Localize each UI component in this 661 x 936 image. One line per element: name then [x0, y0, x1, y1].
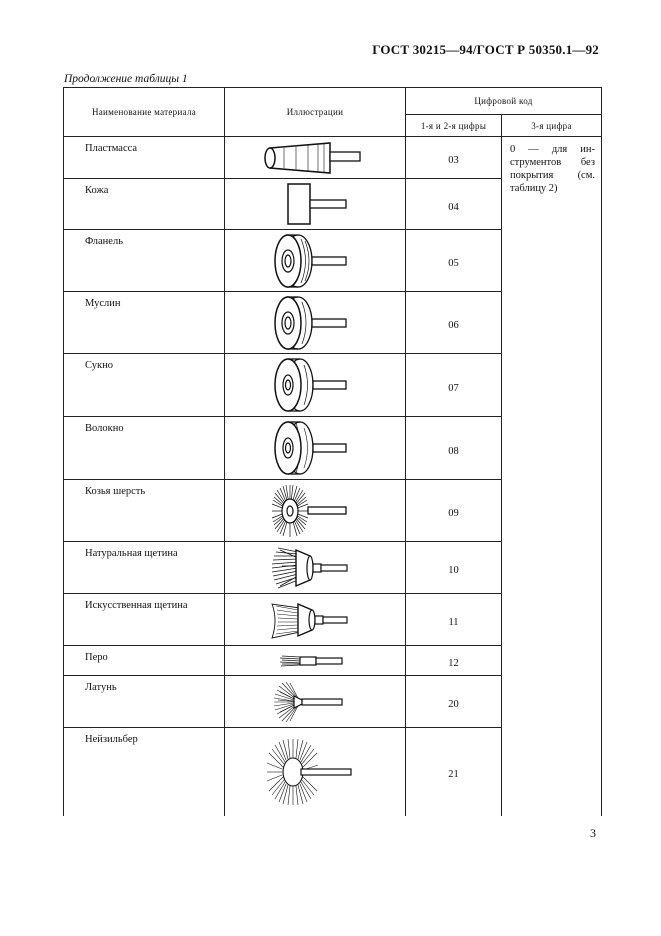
code-digits-1-2: 08 [406, 417, 502, 480]
nickel-silver-radial-brush-icon [265, 737, 365, 807]
brass-fan-brush-icon [270, 680, 360, 724]
material-name: Латунь [64, 676, 225, 728]
material-name: Фланель [64, 230, 225, 292]
code-digits-1-2: 12 [406, 646, 502, 676]
code-digits-1-2: 06 [406, 292, 502, 354]
digit-3-note-rest: струментов без покрытия (см. таблицу 2) [510, 157, 595, 194]
natural-bristle-cup-brush-icon [270, 546, 360, 590]
flannel-wheel-icon [270, 233, 360, 289]
code-digits-1-2: 04 [406, 179, 502, 230]
material-name: Муслин [64, 292, 225, 354]
material-name: Пластмасса [64, 137, 225, 179]
cloth-wheel-icon [270, 357, 360, 413]
code-digits-1-2: 10 [406, 542, 502, 594]
code-digits-1-2: 21 [406, 728, 502, 816]
fiber-wheel-icon [270, 420, 360, 476]
muslin-wheel-icon [270, 295, 360, 351]
code-digits-1-2: 20 [406, 676, 502, 728]
synthetic-bristle-cup-brush-icon [270, 598, 360, 642]
digit-3-note [502, 137, 602, 816]
code-digits-1-2: 03 [406, 137, 502, 179]
material-name: Натуральная щетина [64, 542, 225, 594]
materials-table [63, 87, 602, 816]
cylinder-tool-icon [260, 141, 370, 175]
material-name: Волокно [64, 417, 225, 480]
code-digits-1-2: 05 [406, 230, 502, 292]
material-name: Кожа [64, 179, 225, 230]
material-name: Перо [64, 646, 225, 676]
table-continuation-label: Продолжение таблицы 1 [64, 73, 188, 85]
code-digits-1-2: 07 [406, 354, 502, 417]
header-material: Наименование материала [64, 88, 225, 137]
material-name: Сукно [64, 354, 225, 417]
material-name: Нейзильбер [64, 728, 225, 816]
digit-3-note-line1: 0 — для ин- [510, 144, 595, 155]
table-row [64, 137, 602, 179]
goat-hair-brush-icon [270, 483, 360, 539]
code-digits-1-2: 09 [406, 480, 502, 542]
page-number: 3 [590, 826, 596, 840]
header-digits-1-2: 1-я и 2-я цифры [406, 115, 502, 137]
pencil-brush-icon [270, 653, 360, 669]
header-illustrations: Иллюстрации [225, 88, 406, 137]
material-name: Искусственная щетина [64, 594, 225, 646]
header-digital-code: Цифровой код [406, 88, 602, 115]
leather-block-tool-icon [270, 182, 360, 226]
header-digit-3: 3-я цифра [502, 115, 602, 137]
material-name: Козья шерсть [64, 480, 225, 542]
document-number: ГОСТ 30215—94/ГОСТ Р 50350.1—92 [372, 42, 599, 57]
code-digits-1-2: 11 [406, 594, 502, 646]
